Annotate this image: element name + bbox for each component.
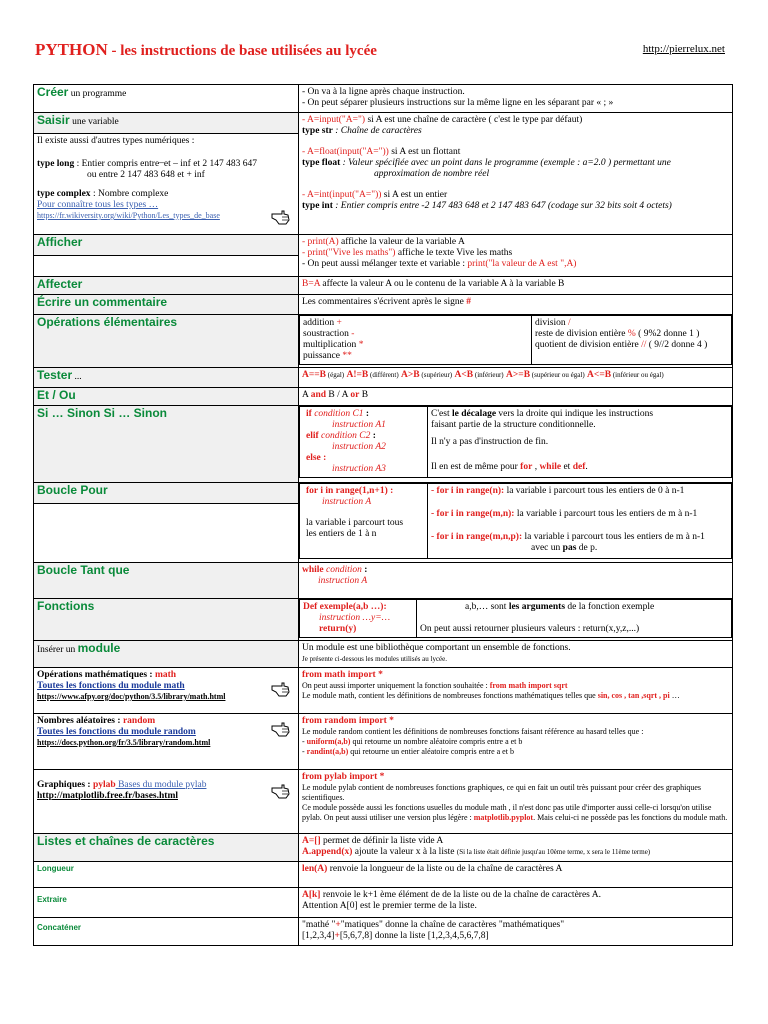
fonctions-a3: de la fonction exemple <box>565 602 655 612</box>
pour-at: la variable i parcourt tous les entiers de 0 à n-1 <box>504 486 685 496</box>
concat-plus-2: + <box>334 931 340 941</box>
si-r3: Il n'y a pas d'instruction de fin. <box>431 437 549 447</box>
si-r4b: for <box>520 462 533 472</box>
cell-pylab-content <box>299 770 733 834</box>
cell-types <box>34 134 299 235</box>
row-pylab <box>34 770 733 834</box>
pointing-hand-icon <box>270 678 292 698</box>
math-r3b: sin, cos , tan ,sqrt , pi <box>597 691 670 700</box>
heading-listes: Listes et chaînes de caractères <box>37 834 215 848</box>
cell-affecter-label <box>34 277 299 295</box>
si-if: if <box>306 409 315 419</box>
fonctions-a2: les arguments <box>508 602 566 612</box>
op-fdiv-ex: ( 9//2 donne 4 ) <box>646 340 708 350</box>
heading-longueur: Longueur <box>37 864 74 873</box>
si-i2: instruction A2 <box>332 442 386 452</box>
cell-longueur-content <box>299 862 733 888</box>
cell-pylab-label <box>34 770 299 834</box>
pour-c2b: pas <box>562 543 577 553</box>
test-ne: A!=B <box>346 370 369 380</box>
pour-ins: instruction A <box>322 497 372 507</box>
si-c2: condition C2 <box>321 431 371 441</box>
math-l1r: math <box>154 670 177 680</box>
heading-creer: Créer <box>37 85 69 99</box>
cell-module-label <box>34 641 299 668</box>
row-extraire <box>34 888 733 918</box>
row-ops <box>34 315 733 368</box>
row-listes <box>34 834 733 862</box>
row-afficher <box>34 235 733 256</box>
cell-creer-content <box>299 85 733 113</box>
test-lt-lbl: (inférieur) <box>473 371 504 379</box>
op-sub: soustraction <box>303 329 352 339</box>
heading-comment: Écrire un commentaire <box>37 295 168 309</box>
page-title <box>35 40 377 60</box>
op-mul: multiplication <box>303 340 359 350</box>
random-r1: from random import * <box>302 716 394 726</box>
saisir-str-label: type str <box>302 126 333 136</box>
cell-longueur-label <box>34 862 299 888</box>
op-mod: reste de division entière <box>535 329 628 339</box>
concat-c1: "matiques" donne la chaîne de caractères "mathématiques" <box>340 920 565 930</box>
heading-si: Si … Sinon Si … Sinon <box>37 406 168 420</box>
test-lt: A<B <box>454 370 474 380</box>
concat-plus-1: + <box>335 920 341 930</box>
cell-fonctions-label <box>34 599 299 641</box>
saisir-int-code: - A=int(input("A=")) <box>302 190 382 200</box>
si-r4f: def <box>572 462 586 472</box>
random-r4a: - <box>302 747 307 756</box>
heading-afficher: Afficher <box>37 235 83 249</box>
cell-etou-content <box>299 388 733 406</box>
type-long-text: : Entier compris entre ̶ et – inf et 2 147 483 647 <box>74 159 258 169</box>
saisir-int-desc: : Entier compris entre -2 147 483 648 et 2 147 483 647 (codage sur 32 bits soit 4 octets) <box>332 201 672 211</box>
heading-fonctions: Fonctions <box>37 599 95 613</box>
pour-explain <box>428 484 732 559</box>
pour-c2c: de p. <box>576 543 598 553</box>
pylab-r3c: . Mais celui-ci ne possède pas les fonctions du module math. <box>533 813 728 822</box>
si-i1: instruction A1 <box>332 420 386 430</box>
cell-random-label <box>34 714 299 770</box>
si-r4e: et <box>561 462 573 472</box>
types-intro: Il existe aussi d'autres types numériques : <box>37 136 195 146</box>
pylab-r2: Le module pylab contient de nombreuses fonctions graphiques, ce qui en fait un outil très puissant pour créer des graphiques scientifiques. <box>302 783 702 802</box>
tantque-ins: instruction A <box>318 576 368 586</box>
pour-a: - for i in range(n): <box>431 486 505 496</box>
fonctions-a1: a,b,… sont <box>465 602 509 612</box>
extraire-text: renvoie le k+1 ème élément de de la liste ou de la chaîne de caractères A. <box>320 890 601 900</box>
op-add-sym: + <box>336 318 342 328</box>
concat-c2: [5,6,7,8] donne la liste [1,2,3,4,5,6,7,8] <box>339 931 489 941</box>
math-link-url[interactable]: https://www.afpy.org/doc/python/3.5/library/math.html <box>37 692 226 701</box>
si-inner <box>299 406 732 478</box>
module-a: Insérer un <box>37 645 78 655</box>
cell-saisir-content <box>299 113 733 235</box>
random-r3c: qui retourne un nombre aléatoire compris entre a et b <box>350 737 523 746</box>
random-l2b[interactable]: random <box>163 727 196 737</box>
cell-si-label <box>34 406 299 483</box>
heading-tester: Tester <box>37 368 73 382</box>
cell-afficher-content <box>299 235 733 277</box>
pylab-link-mod[interactable]: pylab <box>185 780 207 790</box>
cell-tester-content <box>299 368 733 388</box>
afficher-code-c: print("la valeur de A est ",A) <box>467 259 577 269</box>
listes-bs: (Si la liste était définie jusqu'au 10ème terme, x sera le 11ème terme) <box>456 848 651 856</box>
row-saisir <box>34 113 733 134</box>
etou-a: A <box>302 390 311 400</box>
row-module <box>34 641 733 668</box>
listes-a: A=[] <box>302 836 321 846</box>
concat-a1: "mathé " <box>302 920 336 930</box>
module-r2: Je présente ci-dessous les modules utilisés au lycée. <box>302 655 448 663</box>
math-r2b: from math import sqrt <box>489 681 568 690</box>
heading-module: module <box>77 641 121 655</box>
afficher-code-a: - print(A) <box>302 237 339 247</box>
cell-pour-blank <box>34 504 299 563</box>
test-ge: A>=B <box>506 370 531 380</box>
math-r3c: … <box>669 691 680 700</box>
type-complex-label: type complex <box>37 189 91 199</box>
math-r1: from math import * <box>302 670 383 680</box>
row-math <box>34 668 733 714</box>
test-gt: A>B <box>401 370 420 380</box>
heading-extraire: Extraire <box>37 895 67 904</box>
title-python: PYTHON <box>35 40 108 59</box>
afficher-text-a: affiche la valeur de la variable A <box>338 237 465 247</box>
heading-saisir: Saisir <box>37 113 70 127</box>
row-affecter <box>34 277 733 295</box>
pour-inner <box>299 483 732 559</box>
cell-tantque-content <box>299 563 733 599</box>
si-else: else : <box>306 453 327 463</box>
math-r3a: Le module math, contient les définitions de nombreuses fonctions mathématiques telles que <box>302 691 598 700</box>
row-pour <box>34 483 733 504</box>
tantque-while: while <box>302 565 327 575</box>
cell-concat-content <box>299 918 733 946</box>
text-saisir: une variable <box>69 117 119 127</box>
afficher-code-b: - print("Vive les maths") <box>302 248 396 258</box>
op-div-sym: / <box>568 318 571 328</box>
pointing-hand-icon <box>270 718 292 738</box>
etou-c: B <box>359 390 369 400</box>
cell-creer-label <box>34 85 299 113</box>
si-i3: instruction A3 <box>332 464 386 474</box>
cell-saisir-label <box>34 113 299 134</box>
ops-left <box>300 316 532 365</box>
affecter-text: affecte la valeur A ou le contenu de la variable A à la variable B <box>320 279 565 289</box>
saisir-float-text: si A est un flottant <box>388 147 461 157</box>
cell-random-content <box>299 714 733 770</box>
op-mul-sym: * <box>358 340 364 350</box>
pylab-r3b: matplotlib.pyplot <box>473 813 534 822</box>
si-r4a: Il en est de même pour <box>431 462 521 472</box>
si-r1a: C'est <box>431 409 452 419</box>
op-pow-sym: ** <box>342 351 352 361</box>
cell-pour-label <box>34 483 299 504</box>
module-r1: Un module est une bibliothèque comportant un ensemble de fonctions. <box>302 643 571 653</box>
type-long-label: type long <box>37 159 75 169</box>
tantque-cond: condition <box>326 565 362 575</box>
math-r2a: On peut aussi importer uniquement la fonction souhaitée : <box>302 681 490 690</box>
si-r1b: le décalage <box>451 409 497 419</box>
test-le: A<=B <box>587 370 612 380</box>
extraire-code: A[k] <box>302 890 321 900</box>
cell-comment-content <box>299 295 733 315</box>
saisir-float-desc: : Valeur spécifiée avec un point dans le programme (exemple : a=2.0 ) permettant une <box>340 158 671 168</box>
tester-dots: ... <box>72 372 82 382</box>
row-random <box>34 714 733 770</box>
random-r4b: randint(a,b) <box>306 747 349 756</box>
op-pow: puissance <box>303 351 343 361</box>
math-l2a[interactable]: Toutes les fonctions du module <box>37 681 164 691</box>
op-div: division <box>535 318 568 328</box>
pointing-hand-icon <box>270 206 292 226</box>
random-link-url[interactable]: https://docs.python.org/fr/3.5/library/random.html <box>37 738 211 747</box>
saisir-float-code: - A=float(input("A=")) <box>302 147 389 157</box>
random-r2: Le module random contient les définitions de nombreuses fonctions faisant référence au hasard telles que : <box>302 727 644 736</box>
random-l2a[interactable]: Toutes les fonctions du module <box>37 727 164 737</box>
cell-affecter-content <box>299 277 733 295</box>
cell-module-content <box>299 641 733 668</box>
heading-etou: Et / Ou <box>37 388 76 402</box>
reference-table <box>33 84 733 946</box>
saisir-input-code: - A=input("A=") <box>302 115 366 125</box>
random-l1: Nombres aléatoires : <box>37 716 123 726</box>
si-elif: elif <box>306 431 322 441</box>
pour-c2a: avec un <box>531 543 563 553</box>
row-creer <box>34 85 733 113</box>
cell-si-content <box>299 406 733 483</box>
heading-affecter: Affecter <box>37 277 83 291</box>
pour-t1: la variable i parcourt tous <box>306 518 404 528</box>
pointing-hand-icon <box>270 780 292 800</box>
cell-ops-content <box>299 315 733 368</box>
comment-symbol: # <box>466 297 471 307</box>
extraire-text-2: Attention A[0] est le premier terme de la liste. <box>302 901 477 911</box>
pour-t2: les entiers de 1 à n <box>306 529 377 539</box>
fonctions-ret: return(y) <box>319 624 357 634</box>
si-r4c: , <box>532 462 540 472</box>
saisir-str-text: : Chaîne de caractères <box>332 126 422 136</box>
op-fdiv-sym: // <box>641 340 647 350</box>
pylab-l1r: pylab <box>92 780 116 790</box>
op-add: addition <box>303 318 337 328</box>
row-si <box>34 406 733 483</box>
test-eq-lbl: (égal) <box>326 371 345 379</box>
pylab-l1: Graphiques : <box>37 780 93 790</box>
pour-code <box>300 484 428 559</box>
pour-c: - for i in range(m,n,p): <box>431 532 523 542</box>
afficher-text-b: affiche le texte Vive les maths <box>395 248 513 258</box>
test-le-lbl: (inférieur ou égal) <box>611 371 664 379</box>
cell-pour-content <box>299 483 733 563</box>
si-col-2: : <box>370 431 376 441</box>
si-c1: condition C1 <box>314 409 364 419</box>
math-l2b[interactable]: math <box>163 681 185 691</box>
si-code <box>300 407 428 478</box>
cell-math-content <box>299 668 733 714</box>
site-link[interactable]: http://pierrelux.net <box>642 43 725 55</box>
types-link[interactable]: Pour connaître tous les types … <box>37 200 159 210</box>
cell-extraire-label <box>34 888 299 918</box>
test-gt-lbl: (supérieur) <box>419 371 453 379</box>
affecter-code: B=A <box>302 279 321 289</box>
fonctions-def: Def exemple(a,b …): <box>303 602 387 612</box>
creer-line-2: - On peut séparer plusieurs instructions sur la même ligne en les séparant par « ; » <box>302 98 614 108</box>
fonctions-b: On peut aussi retourner plusieurs valeurs : return(x,y,z,...) <box>420 624 640 634</box>
pour-bt: la variable i parcourt tous les entiers de m à n-1 <box>514 509 698 519</box>
longueur-text: renvoie la longueur de la liste ou de la chaîne de caractères A <box>327 864 563 874</box>
listes-at: permet de définir la liste vide A <box>320 836 444 846</box>
si-r1c: vers la droite qui indique les instructions <box>496 409 654 419</box>
row-fonctions <box>34 599 733 641</box>
heading-pour: Boucle Pour <box>37 483 108 497</box>
pylab-link[interactable]: Bases du module <box>115 780 186 790</box>
etou-and: and <box>310 390 327 400</box>
si-col-1: : <box>363 409 370 419</box>
types-link-url[interactable]: https://fr.wikiversity.org/wiki/Python/Les_types_de_base <box>37 211 220 220</box>
fonctions-inner <box>299 599 732 638</box>
cell-concat-label <box>34 918 299 946</box>
type-complex-text: : Nombre complexe <box>90 189 169 199</box>
cell-fonctions-content <box>299 599 733 641</box>
saisir-float-label: type float <box>302 158 341 168</box>
cell-math-label <box>34 668 299 714</box>
heading-tantque: Boucle Tant que <box>37 563 130 577</box>
op-fdiv: quotient de division entière <box>535 340 642 350</box>
cell-comment-label <box>34 295 299 315</box>
si-r4g: . <box>585 462 588 472</box>
saisir-int-text: si A est un entier <box>381 190 448 200</box>
cell-afficher-blank <box>34 256 299 277</box>
test-ne-lbl: (différent) <box>368 371 399 379</box>
saisir-int-label: type int <box>302 201 333 211</box>
cell-ops-label <box>34 315 299 368</box>
listes-b: A.append(x) <box>302 847 353 857</box>
row-tantque <box>34 563 733 599</box>
saisir-float-desc-2: approximation de nombre réel <box>374 169 490 179</box>
etou-b: B / A <box>326 390 351 400</box>
fonctions-ins: instruction …y=… <box>319 613 391 623</box>
text-creer: un programme <box>68 89 127 99</box>
row-etou <box>34 388 733 406</box>
pylab-r1: from pylab import * <box>302 772 385 782</box>
math-l1: Opérations mathématiques : <box>37 670 155 680</box>
fonctions-explain <box>417 600 732 638</box>
row-longueur <box>34 862 733 888</box>
random-r4c: qui retourne un entier aléatoire compris entre a et b <box>348 747 514 756</box>
cell-etou-label <box>34 388 299 406</box>
cell-afficher-label <box>34 235 299 256</box>
pour-ct: la variable i parcourt tous les entiers de m à n-1 <box>522 532 705 542</box>
cell-tester-label <box>34 368 299 388</box>
test-ge-lbl: (supérieur ou égal) <box>530 371 585 379</box>
cell-extraire-content <box>299 888 733 918</box>
random-r3a: - <box>302 737 307 746</box>
afficher-text-c: - On peut aussi mélanger texte et variable : <box>302 259 468 269</box>
concat-a2: [1,2,3,4] <box>302 931 335 941</box>
cell-tantque-label <box>34 563 299 599</box>
random-r3b: uniform(a,b) <box>306 737 351 746</box>
op-mod-ex: ( 9%2 donne 1 ) <box>635 329 700 339</box>
tantque-col: : <box>361 565 368 575</box>
title-rest: - les instructions de base utilisées au lycée <box>107 43 377 59</box>
longueur-code: len(A) <box>302 864 328 874</box>
ops-inner <box>299 315 732 365</box>
comment-text: Les commentaires s'écrivent après le signe <box>302 297 467 307</box>
heading-concat: Concaténer <box>37 923 82 932</box>
row-comment <box>34 295 733 315</box>
page-header <box>35 40 725 64</box>
random-l1r: random <box>122 716 156 726</box>
si-r4d: while <box>539 462 562 472</box>
ops-right <box>532 316 732 365</box>
si-r2: faisant partie de la structure conditionnelle. <box>431 420 596 430</box>
row-concat <box>34 918 733 946</box>
listes-bt: ajoute la valeur x à la liste <box>352 847 457 857</box>
row-tester <box>34 368 733 388</box>
cell-listes-content <box>299 834 733 862</box>
saisir-input-text: si A est une chaîne de caractère ( c'est le type par défaut) <box>365 115 583 125</box>
si-explain <box>428 407 732 478</box>
test-eq: A==B <box>302 370 327 380</box>
heading-ops: Opérations élémentaires <box>37 315 178 329</box>
type-long-text-2: ou entre 2 147 483 648 et + inf <box>87 170 205 180</box>
etou-or: or <box>350 390 360 400</box>
op-mod-sym: % <box>627 329 636 339</box>
pour-for: for i in range(1,n+1) : <box>306 486 394 496</box>
cell-listes-label <box>34 834 299 862</box>
pour-b: - for i in range(m,n): <box>431 509 515 519</box>
creer-line-1: - On va à la ligne après chaque instruction. <box>302 87 465 97</box>
op-sub-sym: - <box>351 329 355 339</box>
fonctions-code <box>300 600 417 638</box>
pylab-r3: Ce module possède aussi les fonctions usuelles du module math , il n'est donc pas utile d'importer aussi celle-ci lorsqu'on utilise pylab. On peut aussi utiliser une version plus légère : <box>302 803 712 822</box>
pylab-link-url[interactable]: http://matplotlib.free.fr/bases.html <box>37 791 178 801</box>
